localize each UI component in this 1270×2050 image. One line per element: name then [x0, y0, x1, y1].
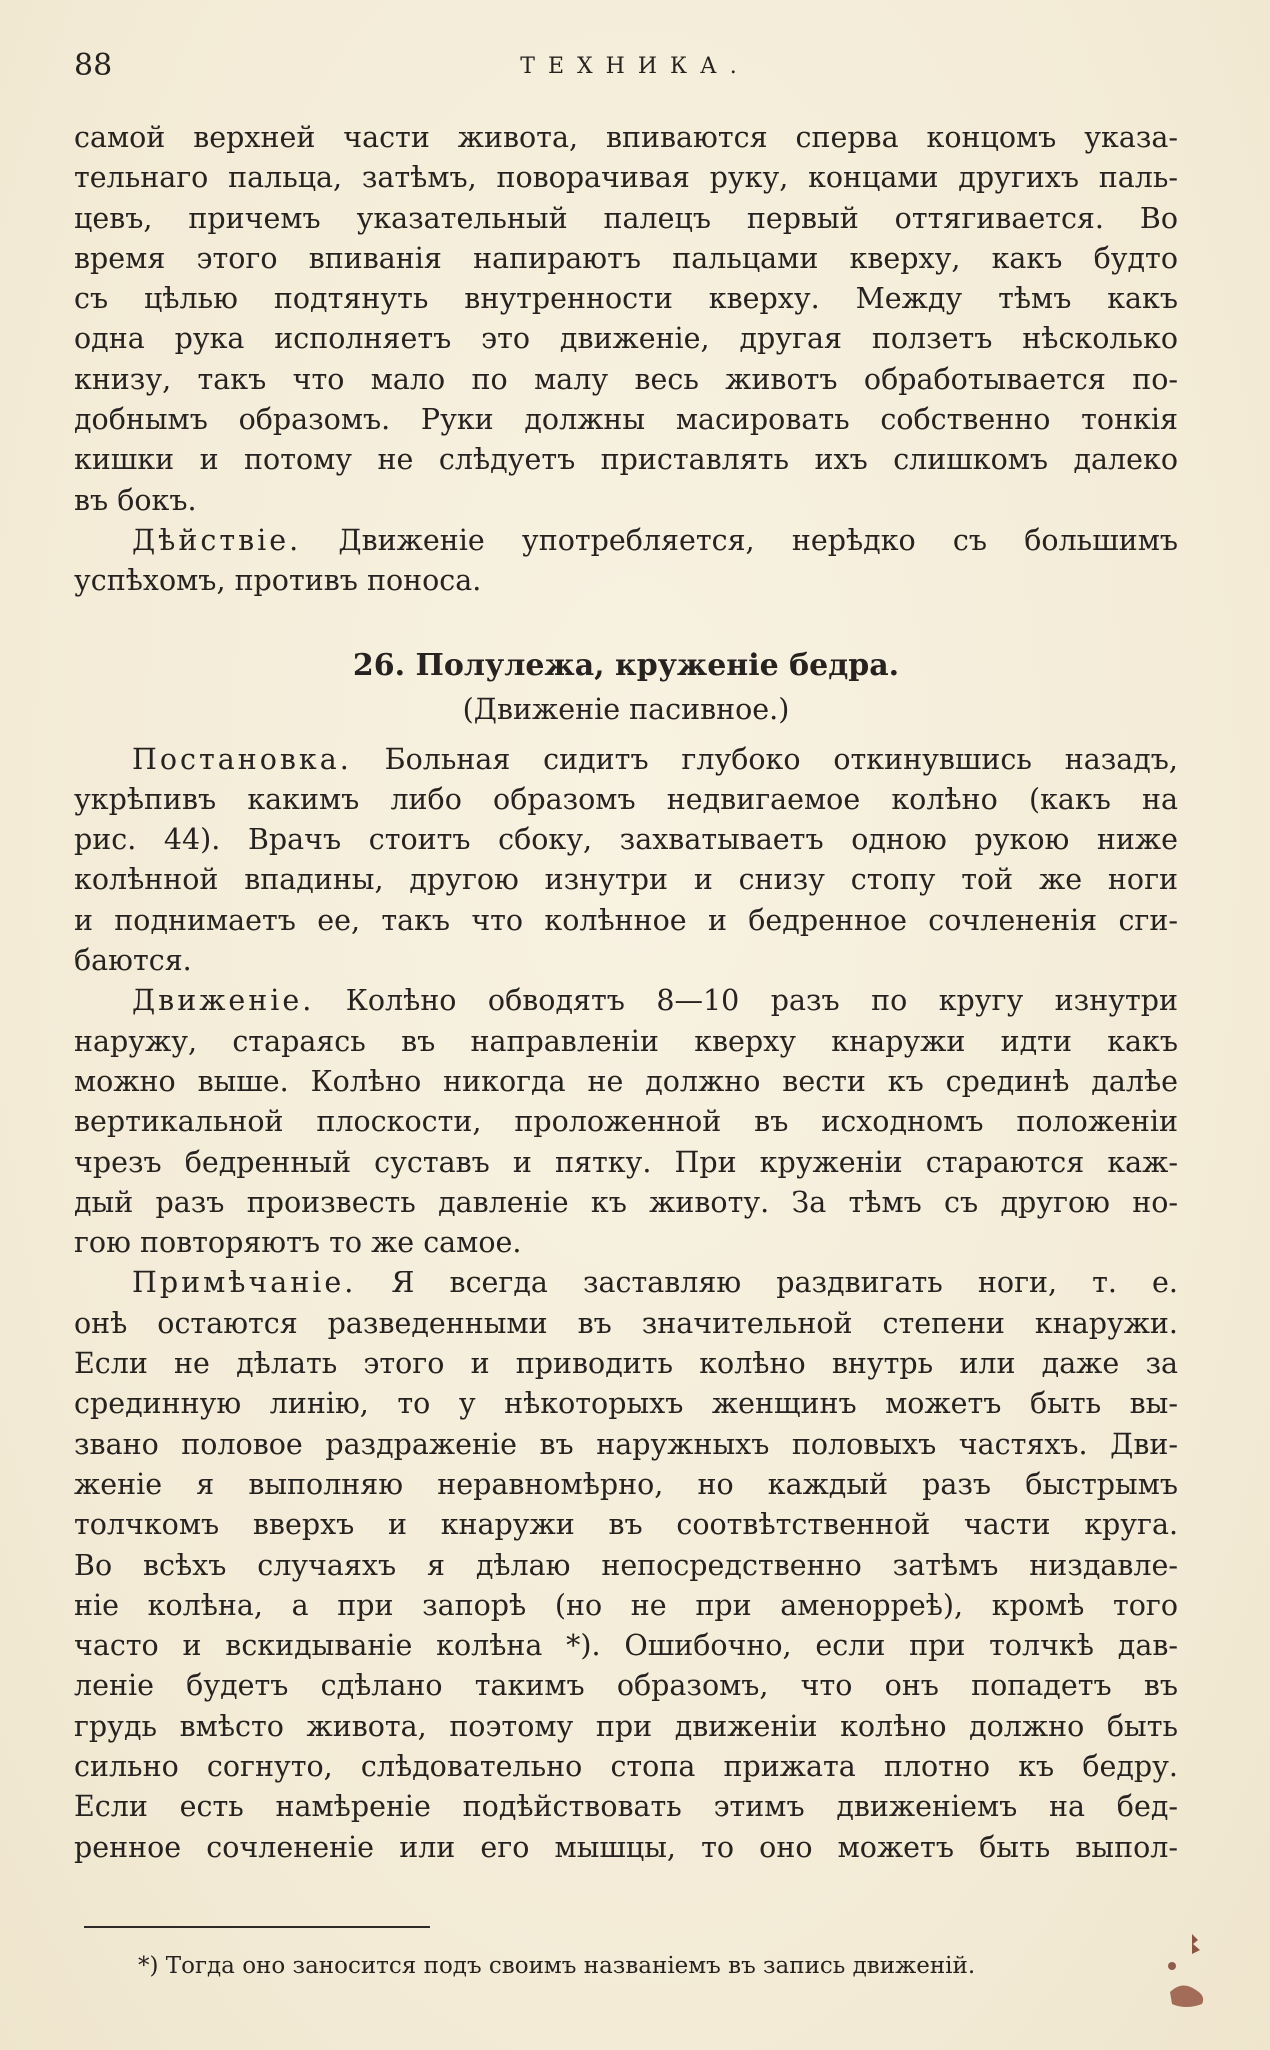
text-line: съ цѣлью подтянуть внутренности кверху. Между тѣмъ какъ [74, 282, 1178, 316]
paragraph-setup [74, 740, 1178, 982]
text-line: часто и вскидываніе колѣна *). Ошибочно, если при толчкѣ дав- [74, 1629, 1178, 1663]
text-line: и поднимаетъ ее, такъ что колѣнное и бедренное сочлененія сги- [74, 903, 1178, 937]
text-span: Я всегда заставляю раздвигать ноги, т. е. [356, 1266, 1178, 1300]
text-line: укрѣпивъ какимъ либо образомъ недвигаемое колѣно (какъ на [74, 782, 1178, 816]
paragraph-term: Примѣчаніе. [132, 1266, 357, 1300]
paragraph-action [74, 521, 1178, 602]
text-line: ренное сочлененіе или его мышцы, то оно можетъ быть выпол- [74, 1830, 1178, 1864]
footnote: *) Тогда оно заносится подъ своимъ названіемъ въ запись движеній. [138, 1953, 976, 1979]
text-line: чрезъ бедренный суставъ и пятку. При круженіи стараются каж- [74, 1145, 1178, 1179]
text-line: одна рука исполняетъ это движеніе, другая ползетъ нѣсколько [74, 322, 1178, 356]
paragraph-movement [74, 981, 1178, 1263]
paragraph-note [74, 1263, 1178, 1867]
text-line: колѣнной впадины, другою изнутри и снизу стопу той же ноги [74, 863, 1178, 897]
section-subtitle: (Движеніе пасивное.) [462, 692, 790, 726]
text-line: цевъ, причемъ указательный палецъ первый оттягивается. Во [74, 201, 1178, 235]
text-line: Если не дѣлать этого и приводить колѣно внутрь или даже за [74, 1347, 1178, 1381]
text-line: баются. [74, 944, 192, 978]
text-line: успѣхомъ, противъ поноса. [74, 564, 482, 598]
text-line: въ бокъ. [74, 483, 197, 517]
body-text [74, 118, 1178, 1868]
text-line: кишки и потому не слѣдуетъ приставлять ихъ слишкомъ далеко [74, 443, 1178, 477]
paragraph-continuation [74, 118, 1178, 521]
text-line: вертикальной плоскости, проложенной въ исходномъ положеніи [74, 1105, 1178, 1139]
text-line: время этого впиванія напираютъ пальцами кверху, какъ будто [74, 241, 1178, 275]
text-line: рис. 44). Врачъ стоитъ сбоку, захватываетъ одною рукою ниже [74, 823, 1178, 857]
paragraph-term: Движеніе. [132, 984, 315, 1018]
text-line: толчкомъ вверхъ и кнаружи въ соотвѣтственной части круга. [74, 1508, 1178, 1542]
text-line: добнымъ образомъ. Руки должны масировать собственно тонкія [74, 403, 1178, 437]
text-line: женіе я выполняю неравномѣрно, но каждый разъ быстрымъ [74, 1467, 1178, 1501]
text-line [74, 740, 1178, 780]
text-line [74, 521, 1178, 561]
text-line: Если есть намѣреніе подѣйствовать этимъ движеніемъ на бед- [74, 1790, 1178, 1824]
text-line: сильно согнуто, слѣдовательно стопа прижата плотно къ бедру. [74, 1749, 1178, 1783]
page-header [74, 48, 1196, 88]
text-line [74, 981, 1178, 1021]
section-title: 26. Полулежа, круженіе бедра. [352, 647, 900, 683]
text-line: онѣ остаются разведенными въ значительной степени кнаружи. [74, 1306, 1178, 1340]
footnote-rule [84, 1926, 430, 1928]
text-line: тельнаго пальца, затѣмъ, поворачивая руку, концами другихъ паль- [74, 161, 1178, 195]
text-line: звано половое раздраженіе въ наружныхъ половыхъ частяхъ. Дви- [74, 1427, 1178, 1461]
text-line [74, 1263, 1178, 1303]
ink-stain-icon [1162, 1930, 1212, 2010]
text-line: дый разъ произвесть давленіе къ животу. За тѣмъ съ другою но- [74, 1185, 1178, 1219]
text-line: ніе колѣна, а при запорѣ (но не при аменорреѣ), кромѣ того [74, 1588, 1178, 1622]
paragraph-term: Постановка. [132, 742, 352, 776]
text-line: самой верхней части живота, впиваются сперва концомъ указа- [74, 121, 1178, 154]
text-line: наружу, стараясь въ направленіи кверху кнаружи идти какъ [74, 1024, 1178, 1058]
text-line: книзу, такъ что мало по малу весь животъ обработывается по- [74, 362, 1178, 396]
text-line: грудь вмѣсто живота, поэтому при движеніи колѣно должно быть [74, 1709, 1178, 1743]
text-span: Колѣно обводятъ 8—10 разъ по кругу изнутри [314, 984, 1178, 1018]
page-number: 88 [74, 48, 113, 83]
text-line: гою повторяютъ то же самое. [74, 1226, 522, 1260]
paragraph-term: Дѣйствіе. [132, 523, 302, 557]
text-line: срединную линію, то у нѣкоторыхъ женщинъ можетъ быть вы- [74, 1387, 1178, 1421]
text-line: Во всѣхъ случаяхъ я дѣлаю непосредственно затѣмъ низдавле- [74, 1548, 1178, 1582]
text-span: Движеніе употребляется, нерѣдко съ большимъ [301, 523, 1178, 557]
running-head: ТЕХНИКА. [520, 54, 750, 79]
text-span: Больная сидитъ глубоко откинувшись назадъ, [351, 742, 1178, 776]
text-line: можно выше. Колѣно никогда не должно вести къ срединѣ далѣе [74, 1064, 1178, 1098]
text-line: леніе будетъ сдѣлано такимъ образомъ, что онъ попадетъ въ [74, 1669, 1178, 1703]
